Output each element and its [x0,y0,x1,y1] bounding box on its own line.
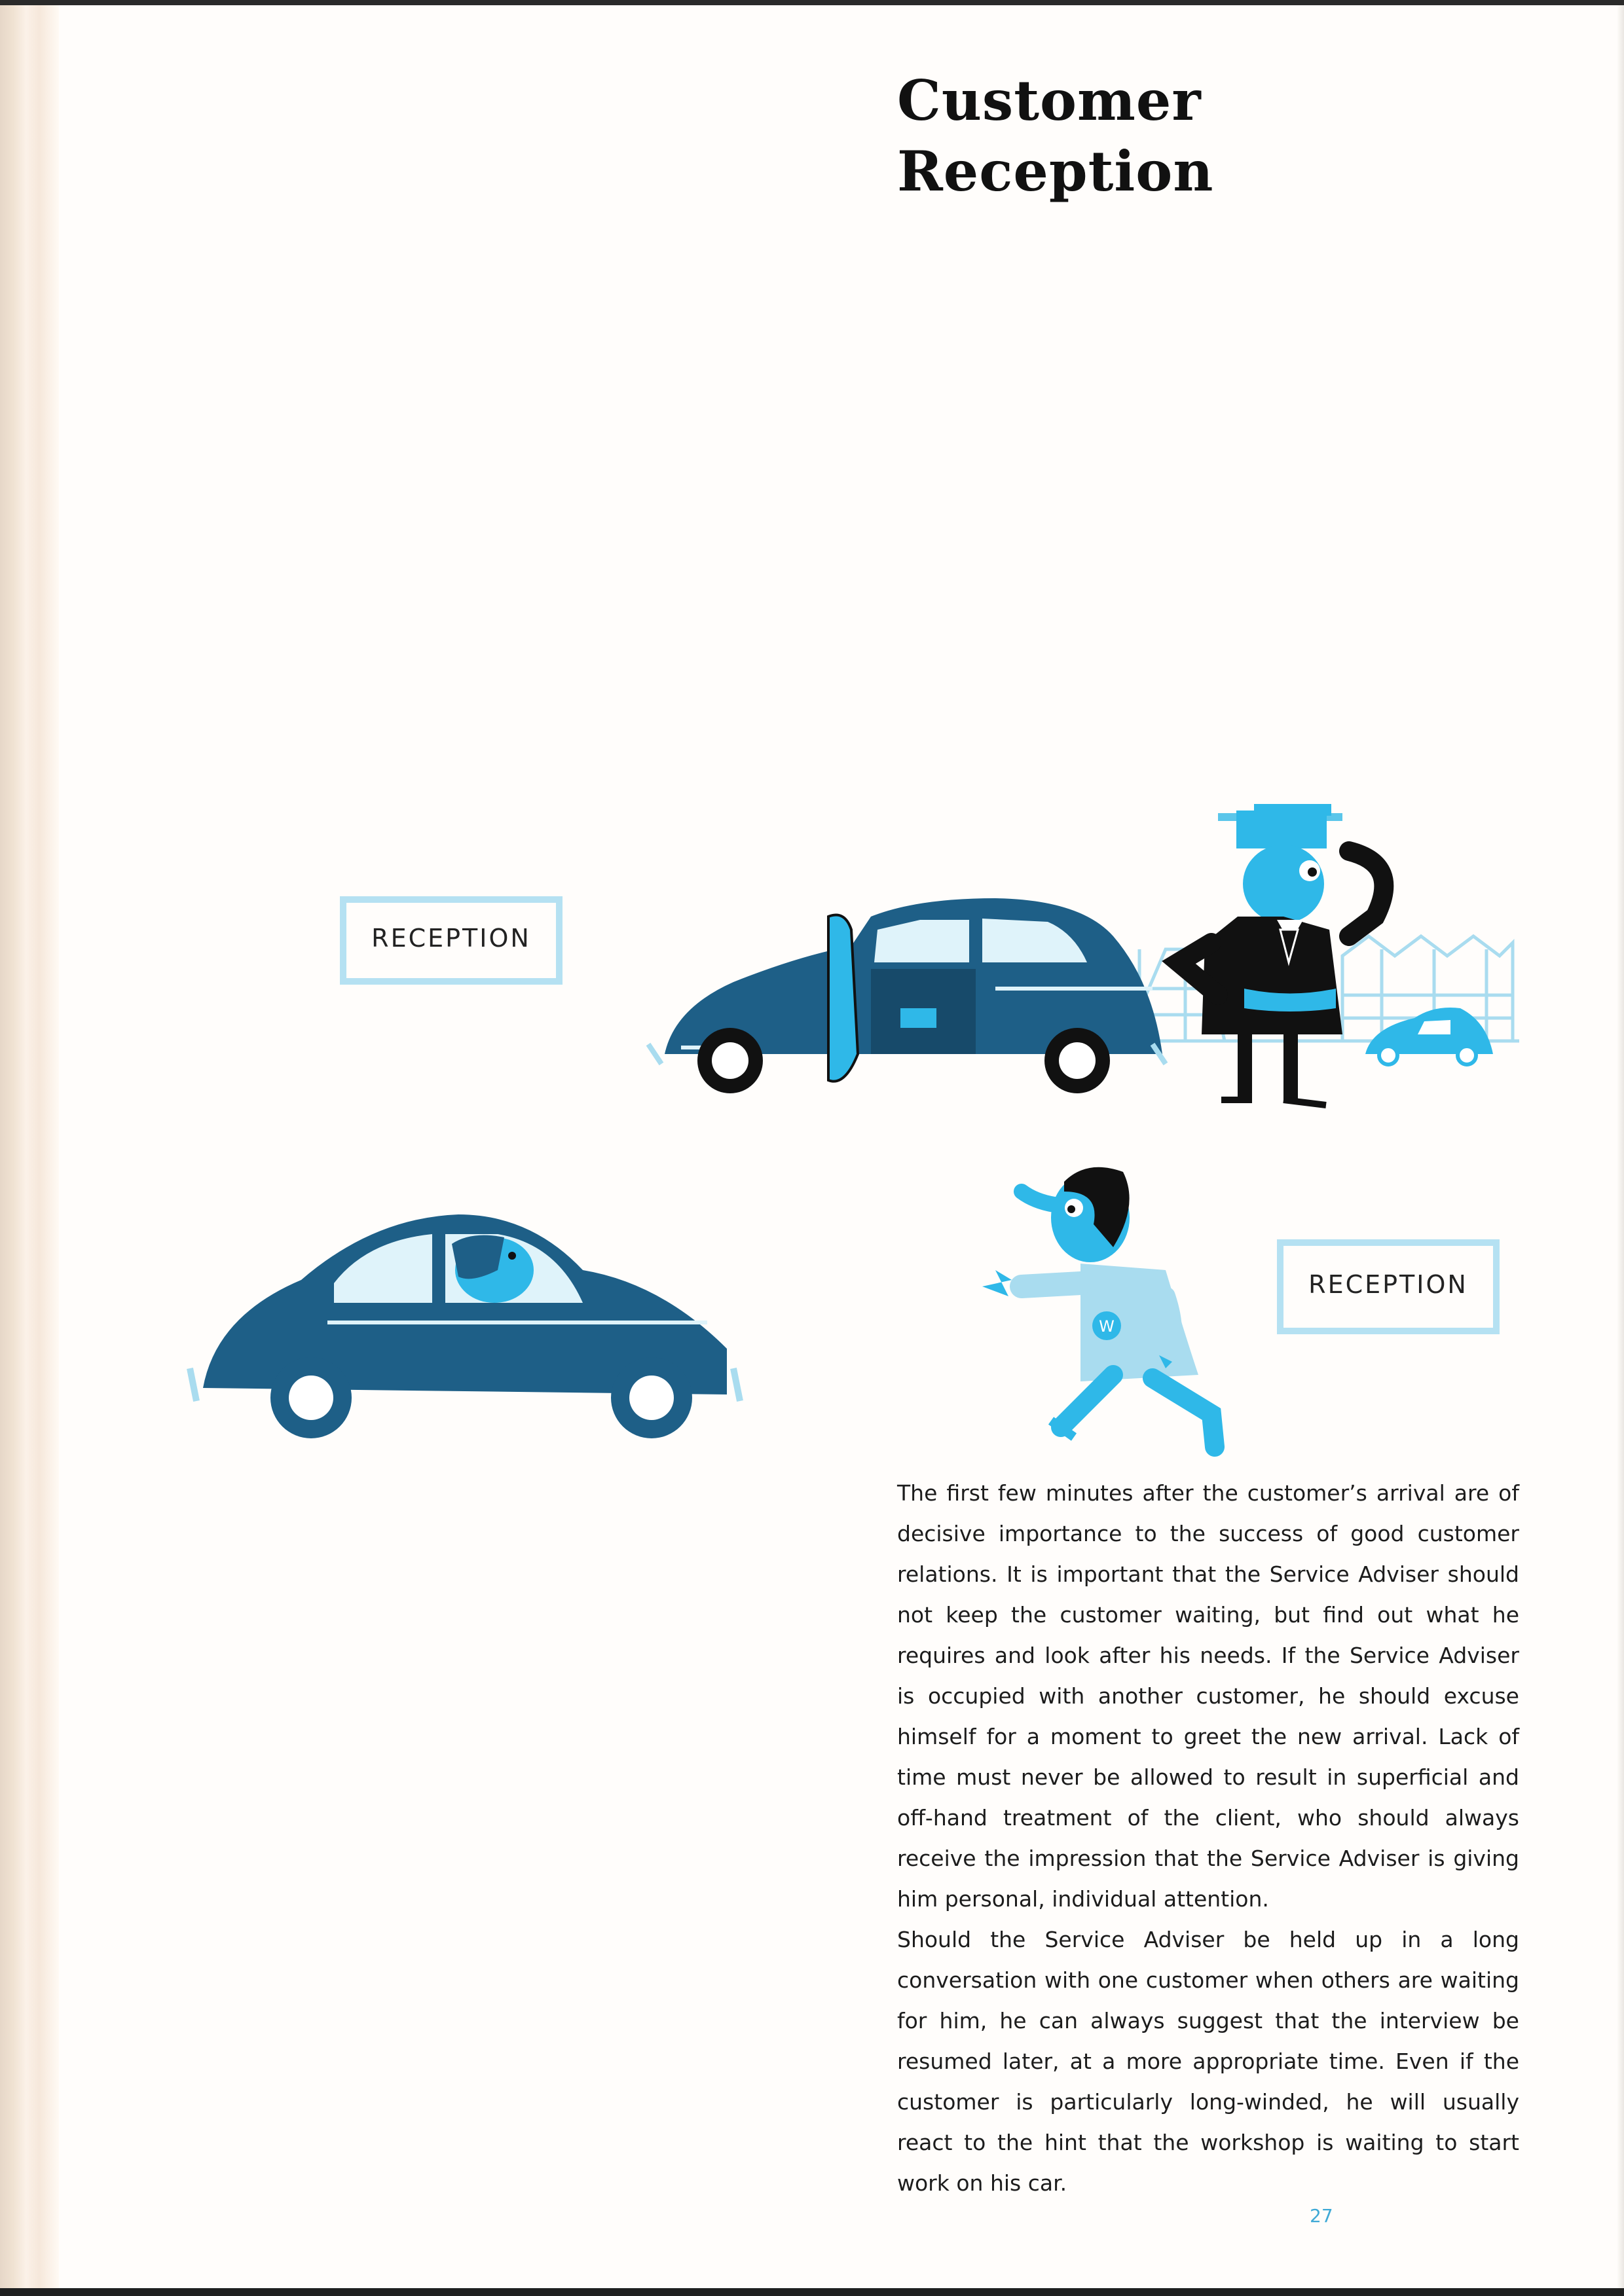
small-car [1365,1008,1493,1065]
paragraph-1: The first few minutes after the customer’s arrival are of decisive importance to the success of good customer relations. It is important that the Service Adviser should not keep the customer waiting, but find out what he requires and look after his needs. If the Service Adviser is occupied with another customer, he should excuse himself for a moment to greet the new arrival. Lack of time must never be allowed to result in superficial and off-hand treatment of the client, who should always receive the impression that the Service Adviser is giving him personal, individual attention. [897,1480,1519,1912]
reception-sign-top [343,900,559,981]
paragraph-2: Should the Service Adviser be held up in a long conversation with one customer when others are waiting for him, he can always suggest that the interview be resumed later, at a more appropriate time. Even if the customer is particularly long-winded, he will usually react to the hint that the workshop is waiting to start work on his car. [897,1927,1519,2196]
walking-service-adviser [982,1167,1215,1447]
man-in-suit [1179,804,1384,1105]
page-number: 27 [1310,2205,1333,2227]
svg-text:W: W [1099,1317,1115,1336]
title-line-2: Reception [897,139,1214,204]
reception-sign-top-label: RECEPTION [371,924,531,953]
parked-car-open-door [648,898,1166,1093]
reception-sign-bottom-label: RECEPTION [1308,1270,1468,1299]
title-line-1: Customer [897,68,1202,133]
body-text [897,1473,1519,2204]
reception-sign-bottom [1280,1243,1496,1331]
driving-car [190,1214,740,1438]
